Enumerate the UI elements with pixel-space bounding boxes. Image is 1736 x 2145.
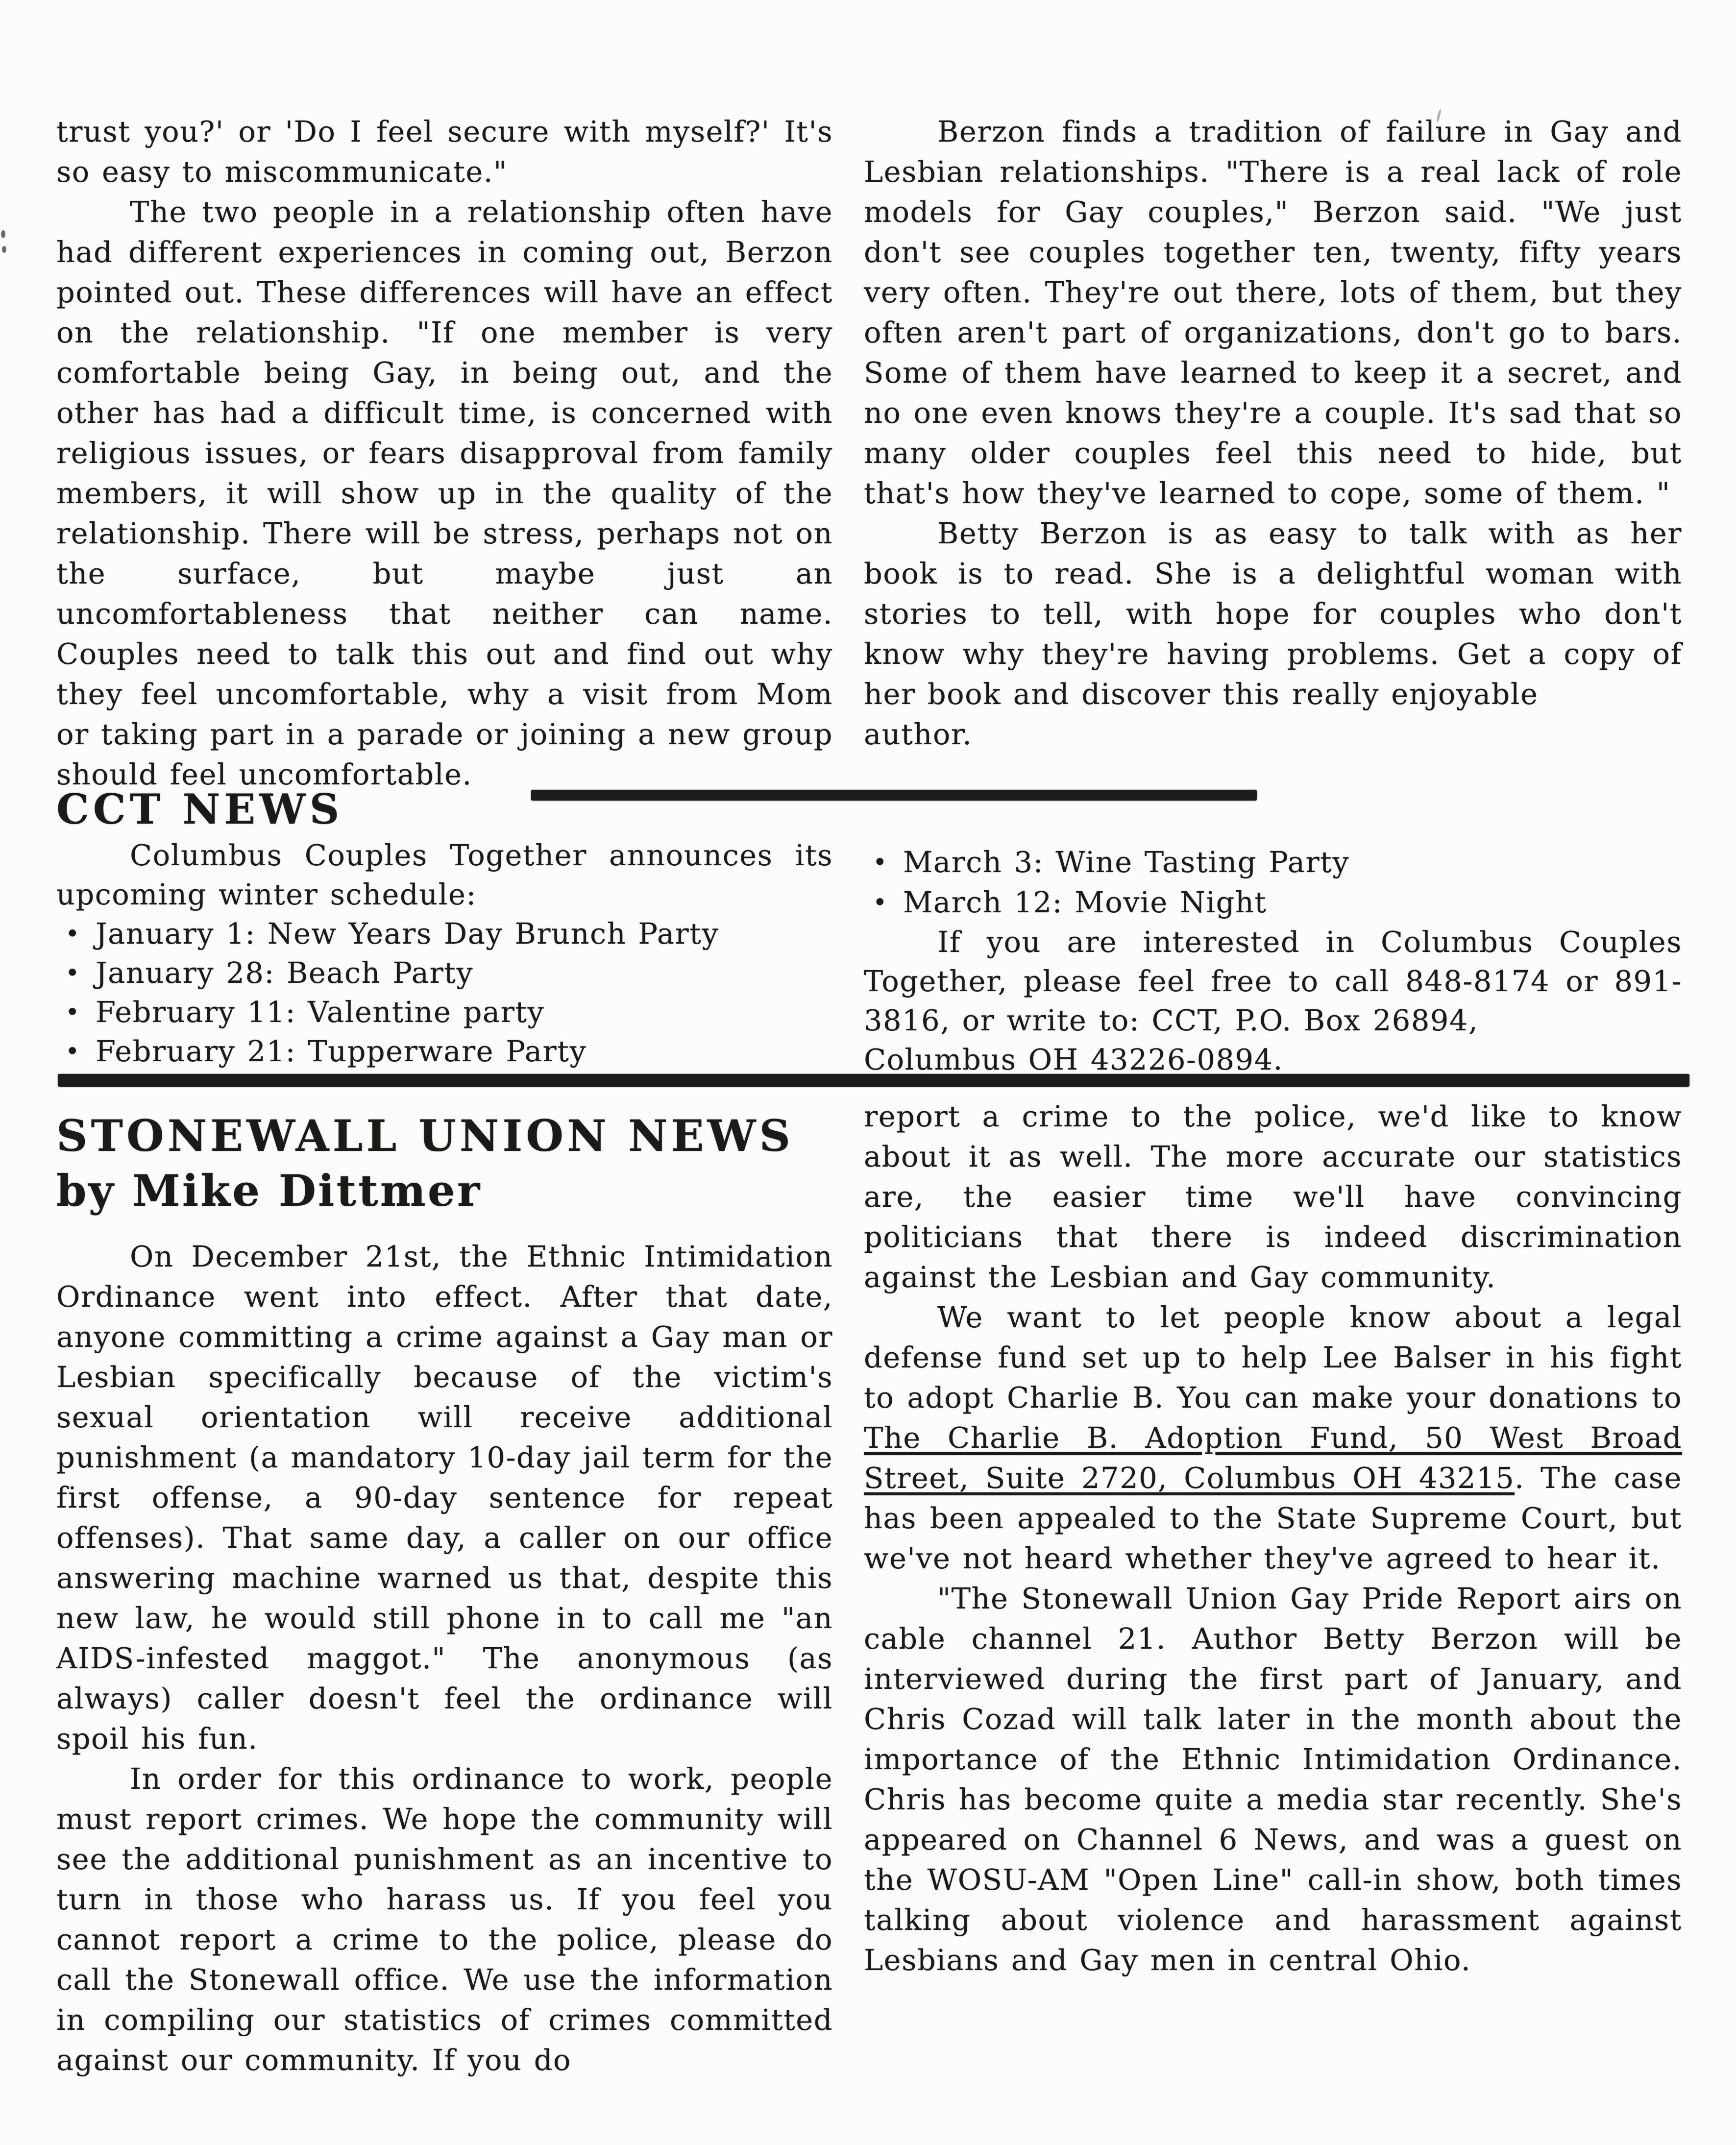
article-berzon-right-column bbox=[864, 112, 1682, 755]
list-item bbox=[864, 882, 1682, 923]
cct-news-heading: CCT NEWS bbox=[56, 785, 343, 833]
paragraph bbox=[864, 1297, 1682, 1579]
paragraph: If you are interested in Columbus Couples Together, please feel free to call 848-8174 or 891-3816, or write to: CCT, P.O. Box 26894, bbox=[864, 925, 1682, 1037]
cct-news-section bbox=[56, 836, 833, 1071]
stonewall-news-heading: STONEWALL UNION NEWS bbox=[56, 1110, 794, 1161]
text-segment: . The case has been appealed to the State Supreme Court, but we've not heard whether they've agreed to hear it. bbox=[864, 1461, 1682, 1575]
paragraph: The two people in a relationship often have had different experiences in coming out, Berzon pointed out. These differences will have an effect on the relationship. "If one member is very comfortable being Gay, in being out, and the other has had a difficult time, is concerned with religious issues, or fears disapproval from family members, it will show up in the quality of the relationship. There will be stress, perhaps not on the surface, but maybe just an uncomfortableness that neither can name. Couples need to talk this out and find out why they feel uncomfortable, why a visit from Mom or taking part in a parade or joining a new group should feel uncomfortable. bbox=[56, 195, 833, 791]
list-item bbox=[56, 993, 833, 1032]
bullet-icon: • bbox=[873, 888, 888, 917]
paragraph: Betty Berzon is as easy to talk with as her book is to read. She is a delightful woman with stories to tell, with hope for couples who don't know why they're having problems. Get a copy of her book and discover this really enjoyable bbox=[864, 516, 1682, 711]
paragraph-continuation: trust you?' or 'Do I feel secure with myself?' It's so easy to miscommunicate." bbox=[56, 115, 833, 189]
adoption-fund-address-underlined: The Charlie B. Adoption Fund, 50 West Broad Street, Suite 2720, Columbus OH 43215 bbox=[864, 1421, 1682, 1495]
cct-address-last-line: Columbus OH 43226-0894. bbox=[864, 1043, 1283, 1076]
cct-winter-schedule-list bbox=[56, 914, 833, 1071]
paragraph-continuation: report a crime to the police, we'd like to know about it as well. The more accurate our statistics are, the easier time we'll have convincing politicians that there is indeed discrimination against the Lesbian and Gay community. bbox=[864, 1099, 1682, 1294]
bullet-icon: • bbox=[65, 959, 80, 987]
cct-intro: Columbus Couples Together announces its upcoming winter schedule: bbox=[56, 838, 833, 911]
article-end-divider bbox=[531, 790, 1257, 801]
event-text: January 28: Beach Party bbox=[96, 956, 474, 990]
bullet-icon: • bbox=[873, 848, 888, 877]
event-text: February 21: Tupperware Party bbox=[96, 1034, 587, 1068]
stonewall-union-news-section bbox=[56, 1108, 833, 2080]
bullet-icon: • bbox=[65, 1037, 80, 1066]
bullet-icon: • bbox=[65, 998, 80, 1026]
text-segment: We want to let people know about a legal defense fund set up to help Lee Balser in his fight to adopt Charlie B. You can make your donations to bbox=[864, 1300, 1682, 1414]
paragraph: "The Stonewall Union Gay Pride Report airs on cable channel 21. Author Betty Berzon will be interviewed during the first part of January, and Chris Cozad will talk later in the month about the importance of the Ethnic Intimidation Ordinance. Chris has become quite a media star recently. She's appeared on Channel 6 News, and was a guest on the WOSU-AM "Open Line" call-in show, both times talking about violence and harassment against Lesbians and Gay men in central Ohio. bbox=[864, 1582, 1682, 1977]
article-berzon-left-column bbox=[56, 112, 833, 795]
stonewall-body-left bbox=[56, 1237, 833, 2080]
list-item bbox=[56, 914, 833, 953]
article-last-line: author. bbox=[864, 717, 973, 751]
stonewall-body-right bbox=[864, 1097, 1682, 1980]
event-text: January 1: New Years Day Brunch Party bbox=[96, 917, 719, 951]
list-item bbox=[56, 953, 833, 993]
scan-artifact bbox=[1, 230, 5, 238]
scan-artifact bbox=[2, 246, 6, 253]
paragraph: In order for this ordinance to work, people must report crimes. We hope the community will see the additional punishment as an incentive to turn in those who harass us. If you feel you cannot report a crime to the police, please do call the Stonewall office. We use the information in compiling our statistics of crimes committed against our community. If you do bbox=[56, 1762, 833, 2077]
stonewall-news-byline: by Mike Dittmer bbox=[56, 1165, 482, 1216]
cct-spring-schedule-list bbox=[864, 842, 1682, 923]
bullet-icon: • bbox=[65, 920, 80, 948]
event-text: March 3: Wine Tasting Party bbox=[903, 845, 1350, 879]
list-item bbox=[56, 1032, 833, 1071]
cct-contact-paragraph bbox=[864, 923, 1682, 1079]
paragraph: On December 21st, the Ethnic Intimidation Ordinance went into effect. After that date, anyone committing a crime against a Gay man or Lesbian specifically because of the victim's sexual orientation will receive additional punishment (a mandatory 10-day jail term for the first offense, a 90-day sentence for repeat offenses). That same day, a caller on our office answering machine warned us that, despite this new law, he would still phone in to call me "an AIDS-infested maggot." The anonymous (as always) caller doesn't feel the ordinance will spoil his fun. bbox=[56, 1240, 833, 1755]
event-text: March 12: Movie Night bbox=[903, 885, 1267, 919]
event-text: February 11: Valentine party bbox=[96, 995, 545, 1029]
paragraph: Berzon finds a tradition of failure in Gay and Lesbian relationships. "There is a real lack of role models for Gay couples," Berzon said. "We just don't see couples together ten, twenty, fifty years very often. They're out there, lots of them, but they often aren't part of organizations, don't go to bars. Some of them have learned to keep it a secret, and no one even knows they're a couple. It's sad that so many older couples feel this need to hide, but that's how they've learned to cope, some of them. " bbox=[864, 115, 1682, 510]
list-item bbox=[864, 842, 1682, 882]
